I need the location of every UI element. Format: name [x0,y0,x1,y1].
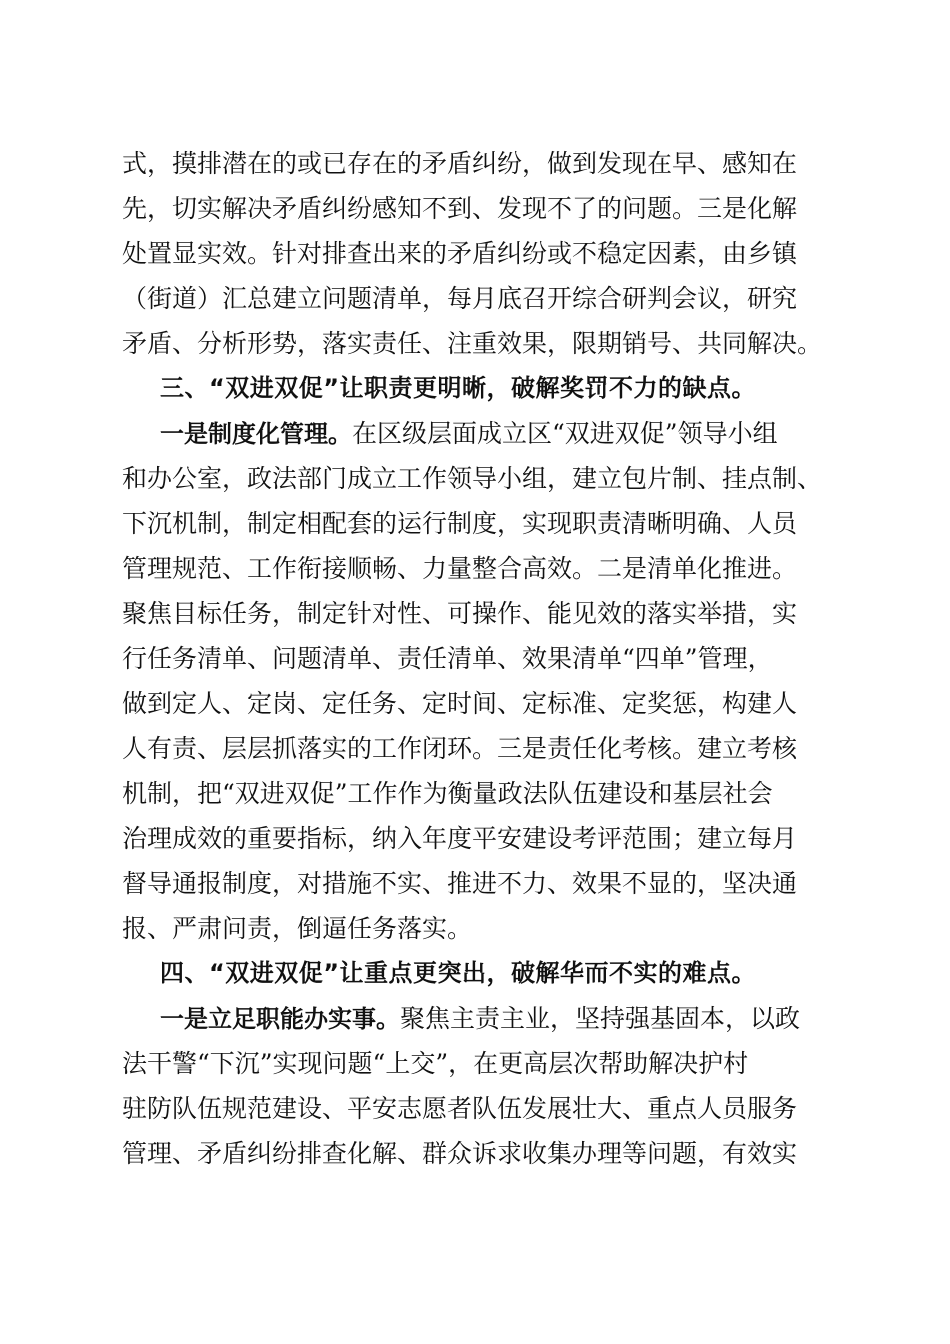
paragraph-lead: 一是制度化管理。 [160,420,352,448]
paragraph-first-line [122,411,832,456]
paragraph-line: 式，摸排潜在的或已存在的矛盾纠纷，做到发现在早、感知在 [122,149,798,178]
section-heading-4: 四、“双进双促”让重点更突出，破解华而不实的难点。 [160,959,757,987]
paragraph-line: 人有责、层层抓落实的工作闭环。三是责任化考核。建立考核 [122,734,798,763]
paragraph-line: 督导通报制度，对措施不实、推进不力、效果不显的，坚决通 [122,869,798,898]
paragraph-line: 机制，把“双进双促”工作作为衡量政法队伍建设和基层社会 [122,779,773,808]
paragraph-line: 行任务清单、问题清单、责任清单、效果清单“四单”管理， [122,644,773,673]
paragraph-line: 先，切实解决矛盾纠纷感知不到、发现不了的问题。三是化解 [122,194,798,223]
paragraph-line: 管理规范、工作衔接顺畅、力量整合高效。二是清单化推进。 [122,554,798,583]
paragraph-line: 报、严肃问责，倒逼任务落实。 [122,914,473,943]
paragraph-line: 治理成效的重要指标，纳入年度平安建设考评范围；建立每月 [122,824,798,853]
paragraph-line: 和办公室，政法部门成立工作领导小组，建立包片制、挂点制、 [122,464,823,493]
paragraph-line: 处置显实效。针对排查出来的矛盾纠纷或不稳定因素，由乡镇 [122,239,798,268]
paragraph-line: （街道）汇总建立问题清单，每月底召开综合研判会议，研究 [122,284,798,313]
paragraph-line: 矛盾、分析形势，落实责任、注重效果，限期销号、共同解决。 [122,329,823,358]
paragraph-line: 做到定人、定岗、定任务、定时间、定标准、定奖惩，构建人 [122,689,798,718]
paragraph-line: 管理、矛盾纠纷排查化解、群众诉求收集办理等问题，有效实 [122,1139,798,1168]
paragraph-text: 在区级层面成立区“双进双促”领导小组 [352,419,778,448]
paragraph-lead: 一是立足职能办实事。 [160,1005,400,1033]
section-heading-3: 三、“双进双促”让职责更明晰，破解奖罚不力的缺点。 [160,374,757,402]
paragraph-text: 聚焦主责主业，坚持强基固本，以政 [400,1004,801,1033]
paragraph-line: 驻防队伍规范建设、平安志愿者队伍发展壮大、重点人员服务 [122,1094,798,1123]
paragraph-first-line [122,996,832,1041]
paragraph-line: 法干警“下沉”实现问题“上交”，在更高层次帮助解决护村 [122,1049,749,1078]
paragraph-line: 聚焦目标任务，制定针对性、可操作、能见效的落实举措，实 [122,599,798,628]
paragraph-line: 下沉机制，制定相配套的运行制度，实现职责清晰明确、人员 [122,509,798,538]
document-body [122,141,832,1176]
